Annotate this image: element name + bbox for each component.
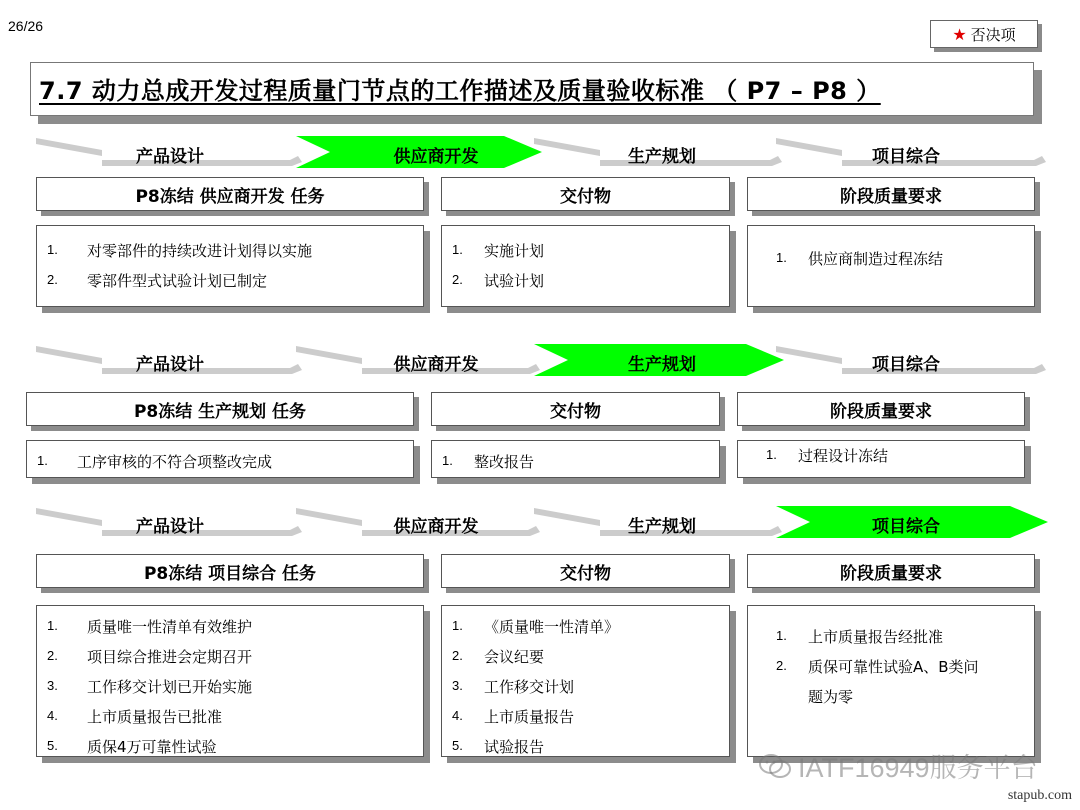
item-text: 质保可靠性试验A、B类问	[808, 658, 979, 676]
list-item	[776, 248, 944, 268]
item-text: 上市质量报告	[484, 708, 575, 726]
item-number: 1.	[442, 453, 453, 468]
phase-label: 供应商开发	[393, 147, 479, 167]
phase-chevron-stroke	[776, 346, 842, 364]
item-number: 2.	[452, 648, 463, 663]
phase-label: 生产规划	[628, 517, 696, 537]
list-item	[452, 676, 575, 696]
watermark-text: IATF16949服务平台	[798, 753, 1038, 783]
phase-bar	[0, 132, 1080, 172]
phase-label: 供应商开发	[393, 517, 479, 537]
item-number: 5.	[452, 738, 463, 753]
list-item	[452, 616, 620, 636]
list-item	[452, 736, 545, 756]
page-title: 7.7 动力总成开发过程质量门节点的工作描述及质量验收标准 （ P7 – P8 ）	[39, 77, 881, 105]
task-list	[26, 440, 414, 478]
phase-label: 生产规划	[628, 147, 696, 167]
quality-header: 阶段质量要求	[747, 554, 1035, 588]
watermark	[758, 746, 1038, 785]
deliverable-list	[431, 440, 720, 478]
phase-label: 项目综合	[872, 355, 940, 375]
phase-label: 产品设计	[136, 147, 204, 167]
item-number: 4.	[452, 708, 463, 723]
task-list	[36, 605, 424, 757]
list-item	[47, 240, 313, 260]
item-number: 1.	[452, 618, 463, 633]
item-text: 过程设计冻结	[798, 447, 889, 465]
phase-label: 供应商开发	[393, 355, 479, 375]
item-text: 试验报告	[484, 738, 545, 756]
item-number: 5.	[47, 738, 58, 753]
phase-label: 项目综合	[872, 517, 940, 537]
quality-list	[747, 225, 1035, 307]
item-text: 上市质量报告经批准	[808, 628, 944, 646]
list-item	[47, 706, 223, 726]
deliverable-list	[441, 605, 730, 757]
task-header: P8冻结 项目综合 任务	[36, 554, 424, 588]
wechat-icon	[758, 752, 792, 780]
item-text: 对零部件的持续改进计划得以实施	[87, 242, 313, 260]
phase-chevron-stroke	[534, 508, 600, 526]
task-list	[36, 225, 424, 307]
item-number: 2.	[452, 272, 463, 287]
item-number: 2.	[47, 272, 58, 287]
item-text: 供应商制造过程冻结	[808, 250, 944, 268]
deliverable-list	[441, 225, 730, 307]
phase-bar	[0, 502, 1080, 542]
page-number: 26/26	[8, 18, 44, 34]
list-item	[452, 240, 545, 260]
item-number: 1.	[452, 242, 463, 257]
list-item	[47, 646, 253, 666]
phase-chevron-stroke	[776, 138, 842, 156]
item-text: 试验计划	[484, 272, 545, 290]
list-item	[37, 451, 273, 471]
item-text: 工作移交计划已开始实施	[87, 678, 253, 696]
item-text: 题为零	[808, 688, 854, 706]
list-item	[452, 706, 575, 726]
list-item	[47, 270, 268, 290]
item-text: 《质量唯一性清单》	[484, 618, 620, 636]
list-item	[776, 656, 979, 676]
quality-header: 阶段质量要求	[747, 177, 1035, 211]
phase-label: 产品设计	[136, 517, 204, 537]
phase-label: 产品设计	[136, 355, 204, 375]
item-number: 1.	[776, 250, 787, 265]
site-url: stapub.com	[1007, 788, 1072, 803]
item-number: 1.	[47, 242, 58, 257]
list-item	[47, 676, 253, 696]
quality-list	[747, 605, 1035, 757]
phase-label: 项目综合	[872, 147, 940, 167]
deliverable-header: 交付物	[431, 392, 720, 426]
item-text: 整改报告	[474, 453, 535, 471]
list-item	[452, 646, 545, 666]
item-text: 实施计划	[484, 242, 545, 260]
item-number: 4.	[47, 708, 58, 723]
legend-box	[930, 20, 1038, 48]
item-text: 质量唯一性清单有效维护	[87, 618, 253, 636]
phase-chevron-stroke	[296, 508, 362, 526]
list-item	[47, 736, 217, 756]
item-text: 会议纪要	[484, 648, 545, 666]
item-text: 上市质量报告已批准	[87, 708, 223, 726]
item-number: 1.	[47, 618, 58, 633]
phase-label: 生产规划	[628, 355, 696, 375]
item-number: 1.	[766, 447, 777, 462]
phase-chevron-stroke	[534, 138, 600, 156]
star-icon: ★	[952, 24, 967, 44]
item-number: 3.	[47, 678, 58, 693]
item-number: 2.	[47, 648, 58, 663]
item-number: 2.	[776, 658, 787, 673]
phase-chevron-stroke	[36, 346, 102, 364]
item-text: 质保4万可靠性试验	[87, 738, 217, 756]
item-number: 3.	[452, 678, 463, 693]
task-header: P8冻结 生产规划 任务	[26, 392, 414, 426]
item-text: 工作移交计划	[484, 678, 575, 696]
phase-chevron-stroke	[296, 346, 362, 364]
item-text: 工序审核的不符合项整改完成	[77, 453, 273, 471]
item-number: 1.	[37, 453, 48, 468]
quality-header: 阶段质量要求	[737, 392, 1025, 426]
item-text: 项目综合推进会定期召开	[87, 648, 253, 666]
list-item	[776, 626, 944, 646]
deliverable-header: 交付物	[441, 554, 730, 588]
phase-chevron-stroke	[36, 508, 102, 526]
legend-label: 否决项	[970, 25, 1016, 44]
list-item	[47, 616, 253, 636]
item-text: 零部件型式试验计划已制定	[87, 272, 268, 290]
title-bar	[30, 62, 1034, 116]
task-header: P8冻结 供应商开发 任务	[36, 177, 424, 211]
list-item	[452, 270, 545, 290]
item-number: 1.	[776, 628, 787, 643]
deliverable-header: 交付物	[441, 177, 730, 211]
phase-bar	[0, 340, 1080, 380]
list-item	[442, 451, 535, 471]
list-item	[766, 445, 889, 465]
quality-list	[737, 440, 1025, 478]
phase-chevron-stroke	[36, 138, 102, 156]
